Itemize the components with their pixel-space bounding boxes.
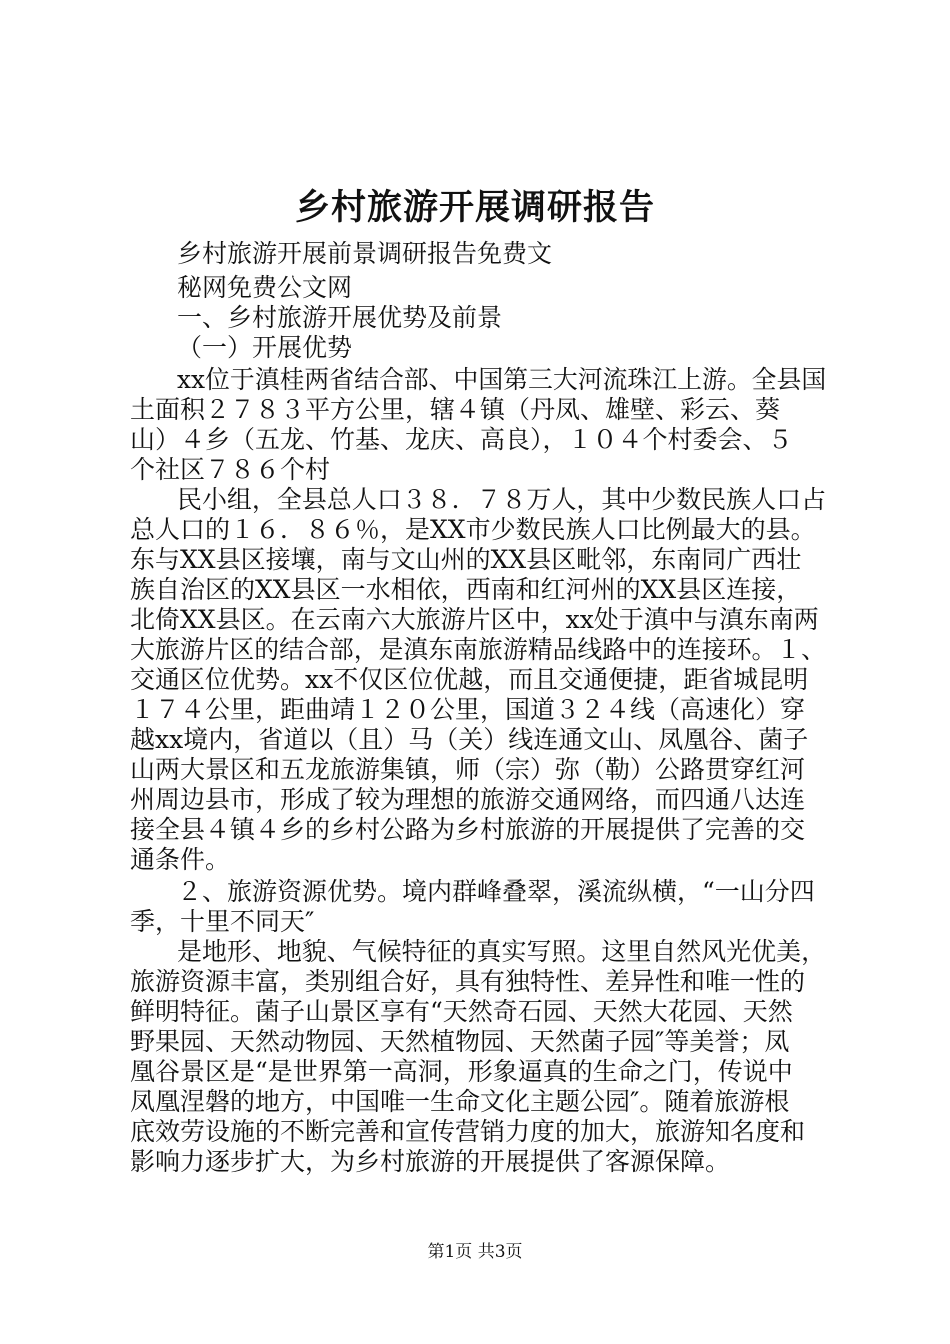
body-line: 凰谷景区是“是世界第一高洞，形象逼真的生命之门，传说中 <box>130 1057 793 1086</box>
body-line: 大旅游片区的结合部，是滇东南旅游精品线路中的连接环。１、 <box>130 635 827 664</box>
body-line: 族自治区的XX县区一水相依，西南和红河州的XX县区连接， <box>130 575 802 604</box>
body-line: 野果园、天然动物园、天然植物园、天然菌子园″等美誉；凤 <box>130 1027 790 1056</box>
body-line: 是地形、地貌、气候特征的真实写照。这里自然风光优美， <box>177 937 827 966</box>
body-line: １７４公里，距曲靖１２０公里，国道３２４线（高速化）穿 <box>130 695 806 724</box>
body-line: 影响力逐步扩大，为乡村旅游的开展提供了客源保障。 <box>130 1147 731 1176</box>
body-line: 一、乡村旅游开展优势及前景 <box>177 303 503 332</box>
body-line: 总人口的１６．８６％，是XX市少数民族人口比例最大的县。 <box>130 515 816 544</box>
body-line: 旅游资源丰富，类别组合好，具有独特性、差异性和唯一性的 <box>130 967 806 996</box>
document-title: 乡村旅游开展调研报告 <box>294 187 655 228</box>
body-line: 交通区位优势。xx不仅区位优越，而且交通便捷，距省城昆明 <box>130 665 809 694</box>
body-line: 越xx境内，省道以（且）马（关）线连通文山、凤凰谷、菌子 <box>130 725 809 754</box>
body-line: 东与XX县区接壤，南与文山州的XX县区毗邻，东南同广西壮 <box>130 545 802 574</box>
body-line: 凤凰涅磐的地方，中国唯一生命文化主题公园″。随着旅游根 <box>130 1087 790 1116</box>
body-line: 土面积２７８３平方公里，辖４镇（丹凤、雄壁、彩云、葵 <box>130 395 781 424</box>
body-line: 民小组，全县总人口３８．７８万人，其中少数民族人口占 <box>177 485 827 514</box>
body-line: 鲜明特征。菌子山景区享有“天然奇石园、天然大花园、天然 <box>130 997 793 1026</box>
body-line: ２、旅游资源优势。境内群峰叠翠，溪流纵横，“一山分四 <box>177 877 815 906</box>
body-line: 通条件。 <box>130 845 231 874</box>
body-line: 个社区７８６个村 <box>130 455 331 484</box>
body-line: 州周边县市，形成了较为理想的旅游交通网络，而四通八达连 <box>130 785 806 814</box>
body-line: 接全县４镇４乡的乡村公路为乡村旅游的开展提供了完善的交 <box>130 815 806 844</box>
body-line: xx位于滇桂两省结合部、中国第三大河流珠江上游。全县国 <box>177 365 827 394</box>
body-line: 乡村旅游开展前景调研报告免费文 <box>177 239 553 268</box>
body-line: 北倚XX县区。在云南六大旅游片区中，xx处于滇中与滇东南两 <box>130 605 819 634</box>
body-line: 底效劳设施的不断完善和宣传营销力度的加大，旅游知名度和 <box>130 1117 806 1146</box>
body-line: （一）开展优势 <box>177 333 353 362</box>
body-line: 山）４乡（五龙、竹基、龙庆、高良），１０４个村委会、５ <box>130 425 793 454</box>
page-number-footer: 第1页 共3页 <box>427 1242 523 1262</box>
body-line: 季，十里不同天″ <box>130 907 315 936</box>
body-line: 秘网免费公文网 <box>177 273 353 302</box>
body-line: 山两大景区和五龙旅游集镇，师（宗）弥（勒）公路贯穿红河 <box>130 755 806 784</box>
